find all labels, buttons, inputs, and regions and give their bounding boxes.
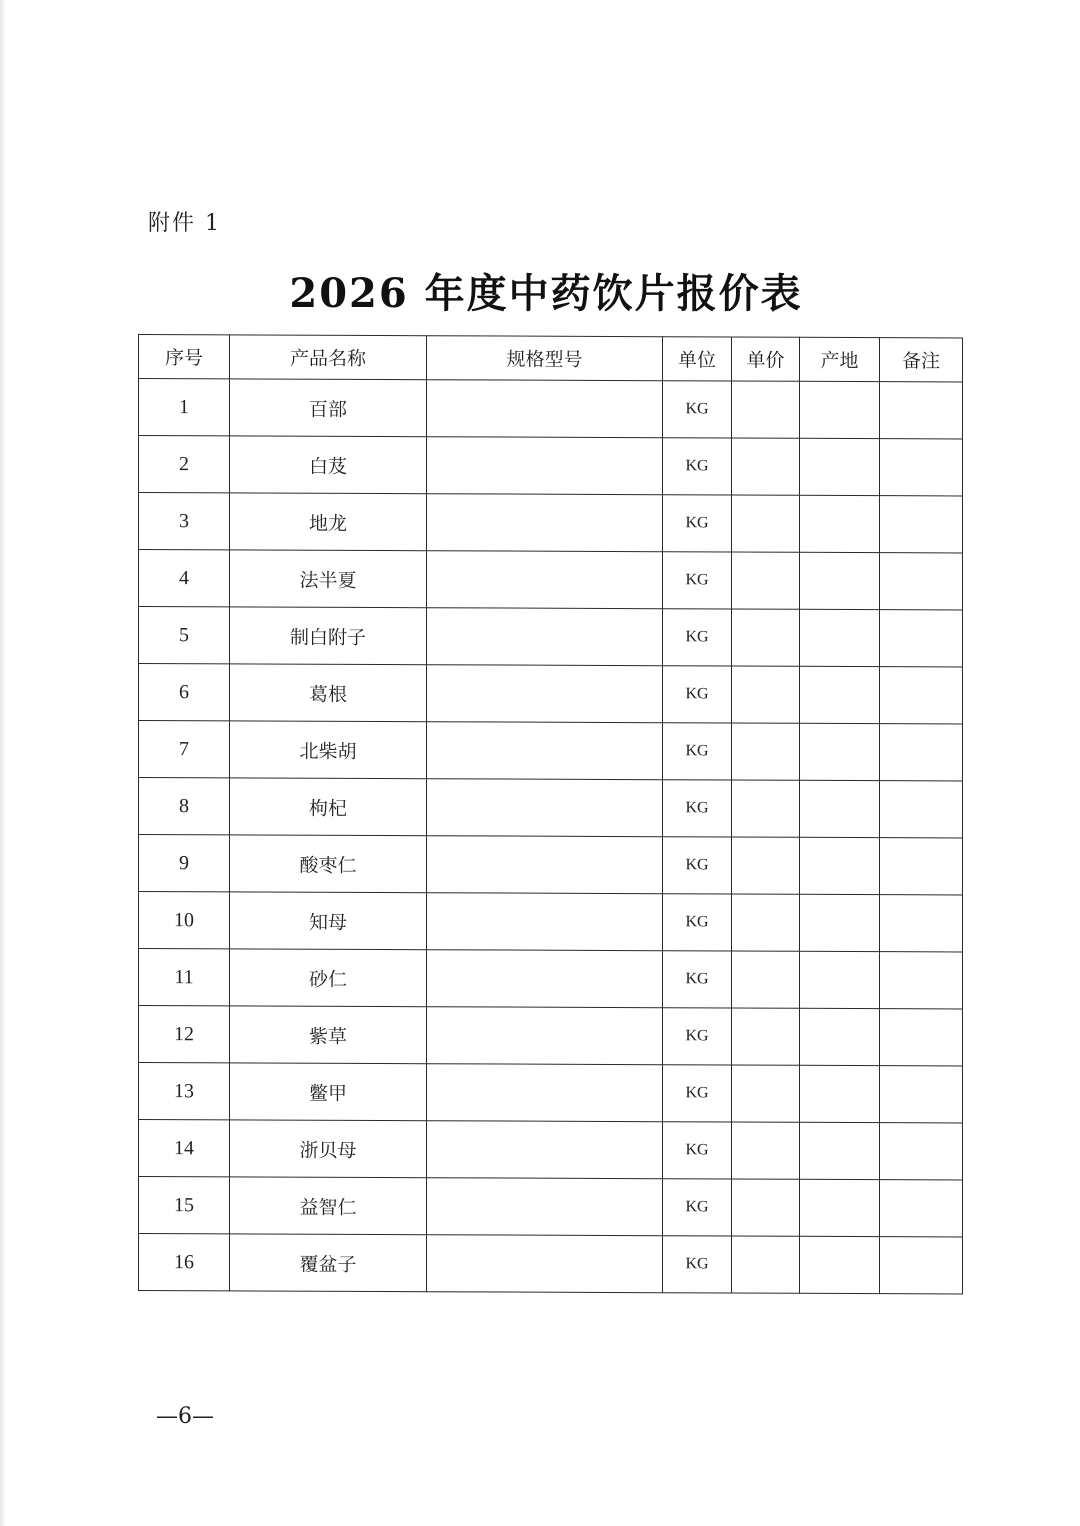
product-name-cell: 制白附子 bbox=[230, 607, 427, 665]
row-number: 1 bbox=[139, 379, 230, 436]
price-cell bbox=[732, 609, 800, 666]
row-number: 8 bbox=[139, 778, 230, 835]
origin-cell bbox=[800, 1122, 880, 1179]
product-name-cell: 砂仁 bbox=[230, 949, 427, 1007]
price-cell bbox=[732, 837, 800, 894]
remark-cell bbox=[880, 439, 963, 496]
header-remark: 备注 bbox=[880, 338, 963, 382]
table-row bbox=[139, 1120, 963, 1180]
table-row bbox=[139, 1234, 963, 1294]
price-cell bbox=[732, 1236, 800, 1293]
price-cell bbox=[732, 1065, 800, 1122]
remark-cell bbox=[880, 724, 963, 781]
price-cell bbox=[732, 723, 800, 780]
unit-cell: KG bbox=[663, 438, 732, 495]
origin-cell bbox=[800, 1179, 880, 1236]
spec-cell bbox=[427, 779, 663, 837]
product-name-cell: 法半夏 bbox=[230, 550, 427, 608]
spec-cell bbox=[427, 1178, 663, 1236]
header-name: 产品名称 bbox=[230, 335, 427, 380]
product-name-cell: 益智仁 bbox=[230, 1177, 427, 1235]
price-cell bbox=[732, 1122, 800, 1179]
unit-cell: KG bbox=[663, 666, 732, 723]
origin-cell bbox=[800, 609, 880, 666]
product-name-cell: 葛根 bbox=[230, 664, 427, 722]
spec-cell bbox=[427, 1235, 663, 1293]
spec-cell bbox=[427, 494, 663, 552]
row-number: 16 bbox=[139, 1234, 230, 1291]
remark-cell bbox=[880, 952, 963, 1009]
origin-cell bbox=[800, 1236, 880, 1293]
remark-cell bbox=[880, 382, 963, 439]
row-number: 6 bbox=[139, 664, 230, 721]
product-name-cell: 覆盆子 bbox=[230, 1234, 427, 1292]
unit-cell: KG bbox=[663, 1122, 732, 1179]
product-name-cell: 白芨 bbox=[230, 436, 427, 494]
remark-cell bbox=[880, 781, 963, 838]
origin-cell bbox=[800, 780, 880, 837]
remark-cell bbox=[880, 1237, 963, 1294]
price-cell bbox=[732, 666, 800, 723]
spec-cell bbox=[427, 722, 663, 780]
header-origin: 产地 bbox=[800, 337, 880, 381]
header-price: 单价 bbox=[732, 337, 800, 381]
remark-cell bbox=[880, 895, 963, 952]
spec-cell bbox=[427, 608, 663, 666]
row-number: 3 bbox=[139, 493, 230, 550]
price-cell bbox=[732, 1008, 800, 1065]
origin-cell bbox=[800, 1065, 880, 1122]
row-number: 9 bbox=[139, 835, 230, 892]
origin-cell bbox=[800, 495, 880, 552]
table-row bbox=[139, 493, 963, 553]
spec-cell bbox=[427, 836, 663, 894]
table-row bbox=[139, 1063, 963, 1123]
page-title: 2026 年度中药饮片报价表 bbox=[289, 270, 803, 317]
unit-cell: KG bbox=[663, 1236, 732, 1293]
table-body bbox=[139, 379, 963, 1294]
product-name-cell: 北柴胡 bbox=[230, 721, 427, 779]
origin-cell bbox=[800, 723, 880, 780]
spec-cell bbox=[427, 1007, 663, 1065]
unit-cell: KG bbox=[663, 1065, 732, 1122]
origin-cell bbox=[800, 1008, 880, 1065]
price-cell bbox=[732, 438, 800, 495]
spec-cell bbox=[427, 437, 663, 495]
unit-cell: KG bbox=[663, 1008, 732, 1065]
table-row bbox=[139, 721, 963, 781]
product-name-cell: 枸杞 bbox=[230, 778, 427, 836]
unit-cell: KG bbox=[663, 1179, 732, 1236]
table-row bbox=[139, 1006, 963, 1066]
unit-cell: KG bbox=[663, 780, 732, 837]
price-cell bbox=[732, 552, 800, 609]
row-number: 7 bbox=[139, 721, 230, 778]
spec-cell bbox=[427, 551, 663, 609]
row-number: 12 bbox=[139, 1006, 230, 1063]
row-number: 10 bbox=[139, 892, 230, 949]
unit-cell: KG bbox=[663, 552, 732, 609]
row-number: 13 bbox=[139, 1063, 230, 1120]
price-cell bbox=[732, 1179, 800, 1236]
remark-cell bbox=[880, 1066, 963, 1123]
row-number: 11 bbox=[139, 949, 230, 1006]
table-row bbox=[139, 379, 963, 439]
remark-cell bbox=[880, 667, 963, 724]
table-row bbox=[139, 892, 963, 952]
unit-cell: KG bbox=[663, 951, 732, 1008]
remark-cell bbox=[880, 610, 963, 667]
spec-cell bbox=[427, 950, 663, 1008]
price-cell bbox=[732, 894, 800, 951]
table-row bbox=[139, 607, 963, 667]
origin-cell bbox=[800, 837, 880, 894]
page-number: —6— bbox=[156, 1404, 214, 1429]
table-row bbox=[139, 778, 963, 838]
unit-cell: KG bbox=[663, 381, 732, 438]
table-row bbox=[139, 550, 963, 610]
table-row bbox=[139, 835, 963, 895]
row-number: 5 bbox=[139, 607, 230, 664]
remark-cell bbox=[880, 838, 963, 895]
table-row bbox=[139, 436, 963, 496]
spec-cell bbox=[427, 665, 663, 723]
header-unit: 单位 bbox=[663, 337, 732, 381]
origin-cell bbox=[800, 666, 880, 723]
spec-cell bbox=[427, 1064, 663, 1122]
spec-cell bbox=[427, 893, 663, 951]
origin-cell bbox=[800, 552, 880, 609]
remark-cell bbox=[880, 553, 963, 610]
remark-cell bbox=[880, 1009, 963, 1066]
product-name-cell: 浙贝母 bbox=[230, 1120, 427, 1178]
price-table bbox=[138, 334, 963, 1294]
attachment-label: 附件 1 bbox=[148, 211, 221, 236]
spec-cell bbox=[427, 380, 663, 438]
header-no: 序号 bbox=[139, 335, 230, 379]
unit-cell: KG bbox=[663, 495, 732, 552]
table-row bbox=[139, 949, 963, 1009]
unit-cell: KG bbox=[663, 723, 732, 780]
unit-cell: KG bbox=[663, 609, 732, 666]
price-cell bbox=[732, 780, 800, 837]
product-name-cell: 鳖甲 bbox=[230, 1063, 427, 1121]
product-name-cell: 地龙 bbox=[230, 493, 427, 551]
unit-cell: KG bbox=[663, 837, 732, 894]
price-cell bbox=[732, 381, 800, 438]
product-name-cell: 酸枣仁 bbox=[230, 835, 427, 893]
origin-cell bbox=[800, 951, 880, 1008]
row-number: 2 bbox=[139, 436, 230, 493]
table-row bbox=[139, 664, 963, 724]
origin-cell bbox=[800, 438, 880, 495]
remark-cell bbox=[880, 496, 963, 553]
remark-cell bbox=[880, 1180, 963, 1237]
scan-edge bbox=[0, 0, 6, 1526]
product-name-cell: 百部 bbox=[230, 379, 427, 437]
remark-cell bbox=[880, 1123, 963, 1180]
origin-cell bbox=[800, 894, 880, 951]
spec-cell bbox=[427, 1121, 663, 1179]
header-spec: 规格型号 bbox=[427, 336, 663, 381]
row-number: 4 bbox=[139, 550, 230, 607]
price-cell bbox=[732, 951, 800, 1008]
product-name-cell: 紫草 bbox=[230, 1006, 427, 1064]
product-name-cell: 知母 bbox=[230, 892, 427, 950]
table-header-row bbox=[139, 335, 963, 382]
origin-cell bbox=[800, 381, 880, 438]
row-number: 15 bbox=[139, 1177, 230, 1234]
table-row bbox=[139, 1177, 963, 1237]
unit-cell: KG bbox=[663, 894, 732, 951]
price-cell bbox=[732, 495, 800, 552]
row-number: 14 bbox=[139, 1120, 230, 1177]
